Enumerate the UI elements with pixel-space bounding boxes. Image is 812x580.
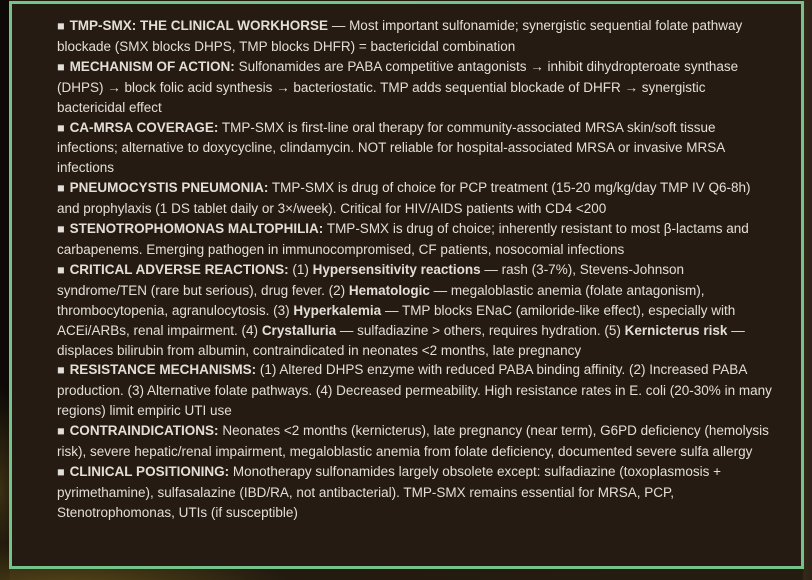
item-text: — Most important sulfonamide; synergistic sequential folate pathway blockade (SMX blocks DHPS, TMP blocks DHFR) = bactericidal combination (57, 18, 743, 54)
item-text: TMP-SMX is drug of choice; inherently resistant to most β-lactams and carbapenems. Emerging pathogen in immunocompromised, CF patients, nosocomial infections (57, 221, 749, 257)
item-bold-text: Hyperkalemia (293, 302, 382, 318)
item-bold-text: CLINICAL POSITIONING: (69, 463, 230, 479)
item-text: — displaces bilirubin from albumin, contraindicated in neonates <2 months, late pregnancy (57, 322, 745, 358)
clinical-notes-card (9, 1, 804, 569)
item-text: — TMP blocks ENaC (amiloride-like effect), especially with ACEi/ARBs, renal impairment. (4) (57, 302, 736, 338)
item-bold-text: RESISTANCE MECHANISMS: (69, 362, 257, 378)
card-item (57, 57, 776, 118)
item-bold-text: CONTRAINDICATIONS: (69, 423, 219, 439)
item-text: TMP-SMX is first-line oral therapy for community-associated MRSA skin/soft tissue infections; alternative to doxycycline, clindamycin. NOT reliable for hospital-associated MRSA or invasive MRSA infections (57, 119, 725, 176)
item-text: (1) (288, 261, 313, 277)
item-bold-text: TMP-SMX: THE CLINICAL WORKHORSE (69, 18, 329, 33)
item-bold-text: Kernicterus risk (624, 322, 728, 338)
item-bold-text: CA-MRSA COVERAGE: (69, 119, 219, 135)
bullet-square-icon: ■ (57, 59, 65, 74)
card-item (57, 421, 776, 462)
bullet-square-icon: ■ (57, 262, 65, 277)
bullet-square-icon: ■ (57, 120, 65, 135)
item-text: Neonates <2 months (kernicterus), late pregnancy (near term), G6PD deficiency (hemolysis risk), severe hepatic/renal impairment, megaloblastic anemia from folate deficiency, documented severe sulfa allergy (57, 423, 769, 460)
bullet-square-icon: ■ (57, 19, 65, 33)
card-item (57, 16, 776, 57)
card-item (57, 360, 776, 421)
bullet-square-icon: ■ (57, 363, 65, 378)
bullet-square-icon: ■ (57, 181, 65, 196)
item-bold-text: CRITICAL ADVERSE REACTIONS: (69, 261, 289, 277)
card-item (57, 260, 776, 361)
item-text: (1) Altered DHPS enzyme with reduced PABA binding affinity. (2) Increased PABA production. (3) Alternative folate pathways. (4) Decreased permeability. High resistance rates in E. coli (20-30% in many regions) limit empiric UTI use (57, 362, 772, 419)
bullet-square-icon: ■ (57, 222, 65, 237)
item-bold-text: Hypersensitivity reactions (312, 261, 481, 277)
bullet-square-icon: ■ (57, 424, 65, 439)
item-text: — megaloblastic anemia (folate antagonism), thrombocytopenia, agranulocytosis. (3) (57, 282, 705, 318)
card-item (57, 178, 776, 219)
item-bold-text: PNEUMOCYSTIS PNEUMONIA: (69, 180, 269, 196)
item-text: Sulfonamides are PABA competitive antagonists → inhibit dihydropteroate synthase (DHPS) → block folic acid synthesis → bacteriostatic. TMP adds sequential blockade of DHFR → synergistic bactericidal effect (57, 58, 739, 115)
item-bold-text: MECHANISM OF ACTION: (69, 58, 235, 74)
card-item (57, 219, 776, 260)
item-bold-text: Hematologic (348, 282, 430, 298)
item-text: — rash (3-7%), Stevens-Johnson syndrome/TEN (rare but serious), drug fever. (2) (57, 261, 685, 298)
bullet-square-icon: ■ (57, 464, 65, 479)
item-bold-text: Crystalluria (261, 322, 337, 338)
card-item (57, 118, 776, 179)
item-text: — sulfadiazine > others, requires hydration. (5) (336, 322, 625, 338)
card-body (12, 4, 801, 566)
item-bold-text: STENOTROPHOMONAS MALTOPHILIA: (69, 221, 324, 237)
item-text: Monotherapy sulfonamides largely obsolete except: sulfadiazine (toxoplasmosis + pyrimethamine), sulfasalazine (IBD/RA, not antibacterial). TMP-SMX remains essential for MRSA, PCP, Stenotrophomonas, UTIs (if susceptible) (57, 463, 721, 520)
item-text: TMP-SMX is drug of choice for PCP treatment (15-20 mg/kg/day TMP IV Q6-8h) and prophylaxis (1 DS tablet daily or 3×/week). Critical for HIV/AIDS patients with CD4 <200 (57, 180, 751, 217)
card-item (57, 462, 776, 523)
